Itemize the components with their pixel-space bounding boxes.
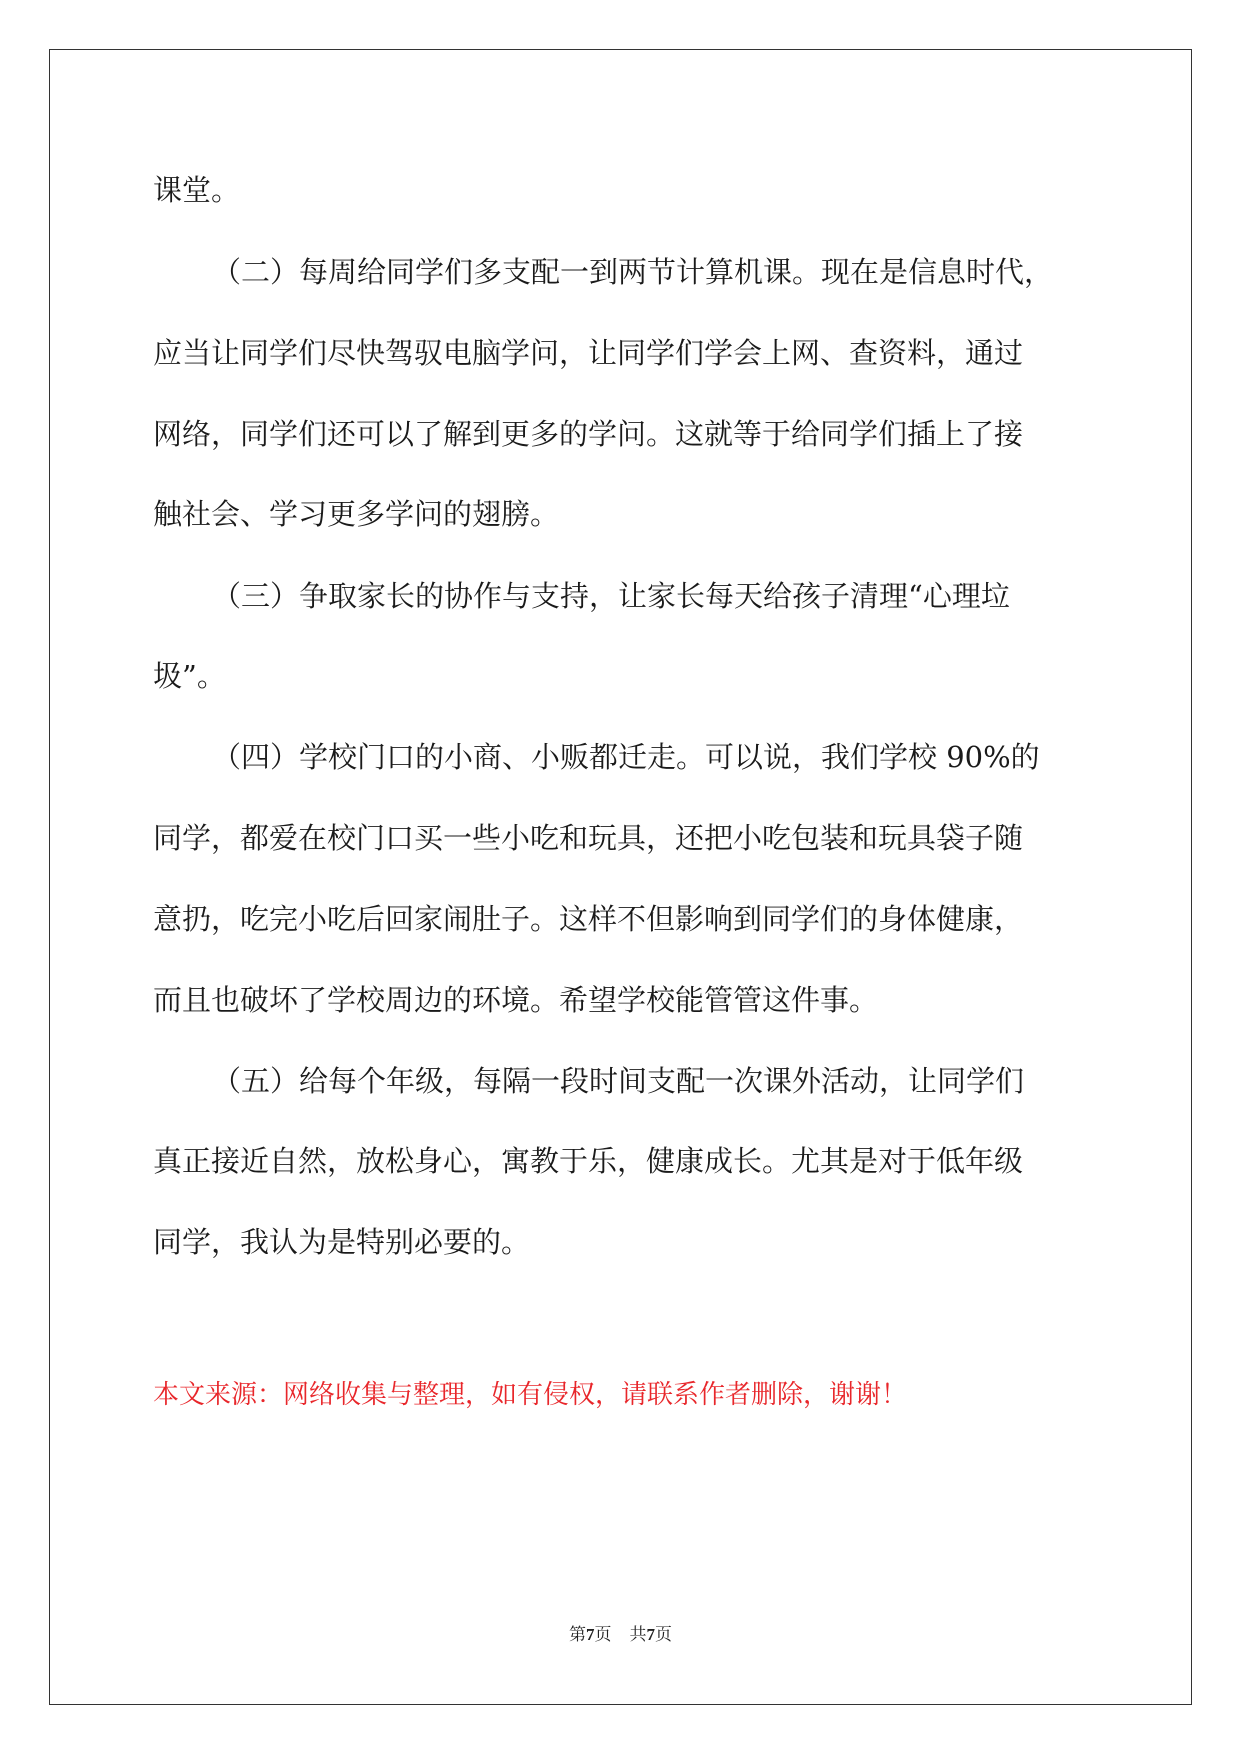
text-line: 同学，都爱在校门口买一些小吃和玩具，还把小吃包装和玩具袋子随 xyxy=(153,821,1024,855)
text-line: 意扔，吃完小吃后回家闹肚子。这样不但影响到同学们的身体健康， xyxy=(153,902,1024,936)
text-line: 真正接近自然，放松身心，寓教于乐，健康成长。尤其是对于低年级 xyxy=(153,1144,1024,1178)
text-line: 课堂。 xyxy=(153,173,241,207)
text-line: 圾”。 xyxy=(153,659,226,693)
text-line: 同学，我认为是特别必要的。 xyxy=(153,1225,531,1259)
page-footer xyxy=(0,1624,1241,1646)
paragraph-five-line: （五）给每个年级，每隔一段时间支配一次课外活动，让同学们 xyxy=(212,1064,1025,1098)
text-line: 而且也破坏了学校周边的环境。希望学校能管管这件事。 xyxy=(153,983,879,1017)
total-prefix: 共 xyxy=(629,1625,647,1644)
page-suffix: 页 xyxy=(594,1625,612,1644)
text-line: 网络，同学们还可以了解到更多的学问。这就等于给同学们插上了接 xyxy=(153,417,1024,451)
page-border xyxy=(49,49,1192,1705)
text-line: 应当让同学们尽快驾驭电脑学问，让同学们学会上网、查资料，通过 xyxy=(153,336,1024,370)
paragraph-four-line: （四）学校门口的小商、小贩都迁走。可以说，我们学校 90%的 xyxy=(212,740,1040,774)
page-total: 7 xyxy=(646,1625,655,1644)
paragraph-two-line: （二）每周给同学们多支配一到两节计算机课。现在是信息时代， xyxy=(212,255,1054,289)
source-note: 本文来源：网络收集与整理，如有侵权，请联系作者删除，谢谢！ xyxy=(153,1380,908,1410)
total-suffix: 页 xyxy=(655,1625,672,1644)
page-current: 7 xyxy=(586,1625,595,1644)
paragraph-three-line: （三）争取家长的协作与支持，让家长每天给孩子清理“心理垃 xyxy=(212,579,1010,613)
page-prefix: 第 xyxy=(569,1625,586,1644)
text-line: 触社会、学习更多学问的翅膀。 xyxy=(153,497,560,531)
